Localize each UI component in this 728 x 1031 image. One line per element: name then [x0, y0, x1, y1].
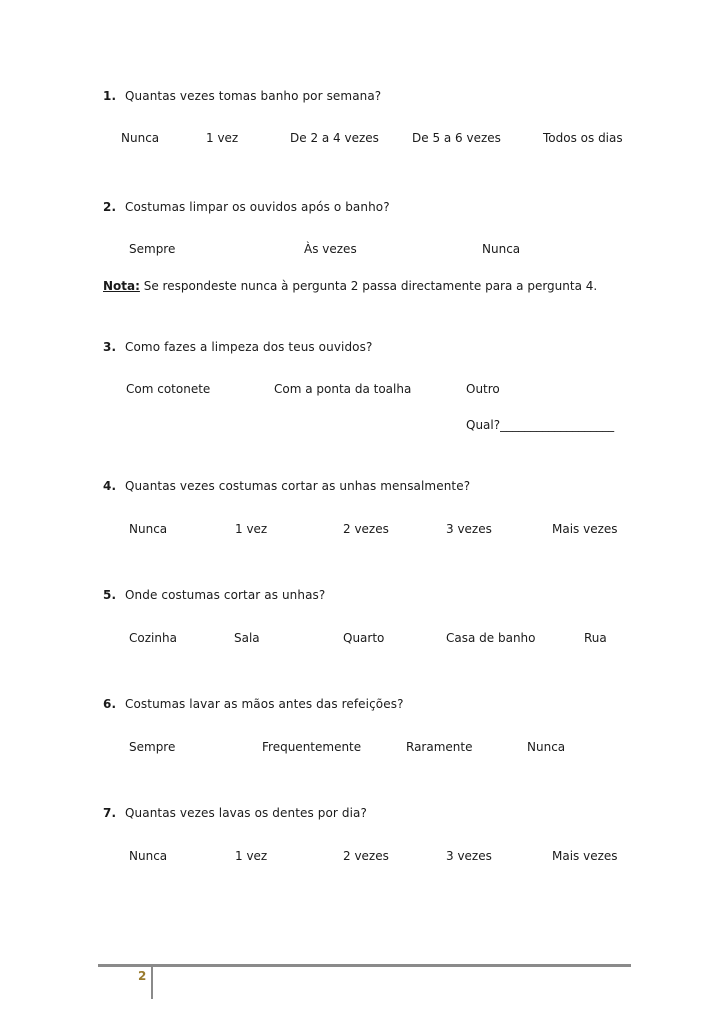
question-5 — [103, 588, 325, 602]
option[interactable]: Nunca — [129, 522, 168, 536]
question-text: Quantas vezes costumas cortar as unhas mensalmente? — [125, 479, 471, 493]
option[interactable]: Com a ponta da toalha — [274, 382, 412, 396]
option[interactable]: Nunca — [482, 242, 521, 256]
note-text: Se respondeste nunca à pergunta 2 passa directamente para a pergunta 4. — [139, 279, 598, 293]
option[interactable]: Quarto — [343, 631, 385, 645]
option[interactable]: Às vezes — [304, 242, 357, 256]
option[interactable]: 3 vezes — [446, 849, 492, 863]
option[interactable]: 1 vez — [235, 849, 268, 863]
option[interactable]: Raramente — [406, 740, 473, 754]
question-number: 2. — [103, 200, 117, 214]
question-text: Como fazes a limpeza dos teus ouvidos? — [125, 340, 373, 354]
option[interactable]: Sempre — [129, 242, 176, 256]
question-number: 4. — [103, 479, 117, 493]
option[interactable]: Nunca — [129, 849, 168, 863]
option[interactable]: De 2 a 4 vezes — [290, 131, 379, 145]
page-number: 2 — [138, 969, 147, 983]
option[interactable]: Nunca — [527, 740, 566, 754]
footer-vertical-divider — [151, 964, 153, 999]
option[interactable]: Frequentemente — [262, 740, 362, 754]
option[interactable]: Sempre — [129, 740, 176, 754]
option[interactable]: Mais vezes — [552, 522, 618, 536]
option[interactable]: Sala — [234, 631, 260, 645]
option[interactable]: 2 vezes — [343, 849, 389, 863]
question-number: 7. — [103, 806, 117, 820]
question-text: Quantas vezes tomas banho por semana? — [125, 89, 382, 103]
question-number: 1. — [103, 89, 117, 103]
question-6 — [103, 697, 404, 711]
question-number: 6. — [103, 697, 117, 711]
option[interactable]: Todos os dias — [543, 131, 623, 145]
question-number: 5. — [103, 588, 117, 602]
note — [103, 279, 597, 293]
question-3 — [103, 340, 372, 354]
option[interactable]: Outro — [466, 382, 500, 396]
question-text: Costumas limpar os ouvidos após o banho? — [125, 200, 390, 214]
option[interactable]: Com cotonete — [126, 382, 211, 396]
question-1 — [103, 89, 381, 103]
other-specify-field[interactable]: Qual?___________________ — [466, 418, 615, 432]
option[interactable]: 2 vezes — [343, 522, 389, 536]
option[interactable]: Casa de banho — [446, 631, 536, 645]
question-4 — [103, 479, 470, 493]
question-7 — [103, 806, 367, 820]
option[interactable]: 1 vez — [235, 522, 268, 536]
option[interactable]: 3 vezes — [446, 522, 492, 536]
question-2 — [103, 200, 390, 214]
question-number: 3. — [103, 340, 117, 354]
option[interactable]: De 5 a 6 vezes — [412, 131, 501, 145]
question-text: Quantas vezes lavas os dentes por dia? — [125, 806, 367, 820]
question-text: Costumas lavar as mãos antes das refeições? — [125, 697, 404, 711]
option[interactable]: Nunca — [121, 131, 160, 145]
option[interactable]: Cozinha — [129, 631, 177, 645]
option[interactable]: Rua — [584, 631, 607, 645]
option[interactable]: 1 vez — [206, 131, 239, 145]
note-label: Nota: — [103, 279, 140, 293]
option[interactable]: Mais vezes — [552, 849, 618, 863]
footer-divider — [98, 964, 631, 967]
question-text: Onde costumas cortar as unhas? — [125, 588, 326, 602]
